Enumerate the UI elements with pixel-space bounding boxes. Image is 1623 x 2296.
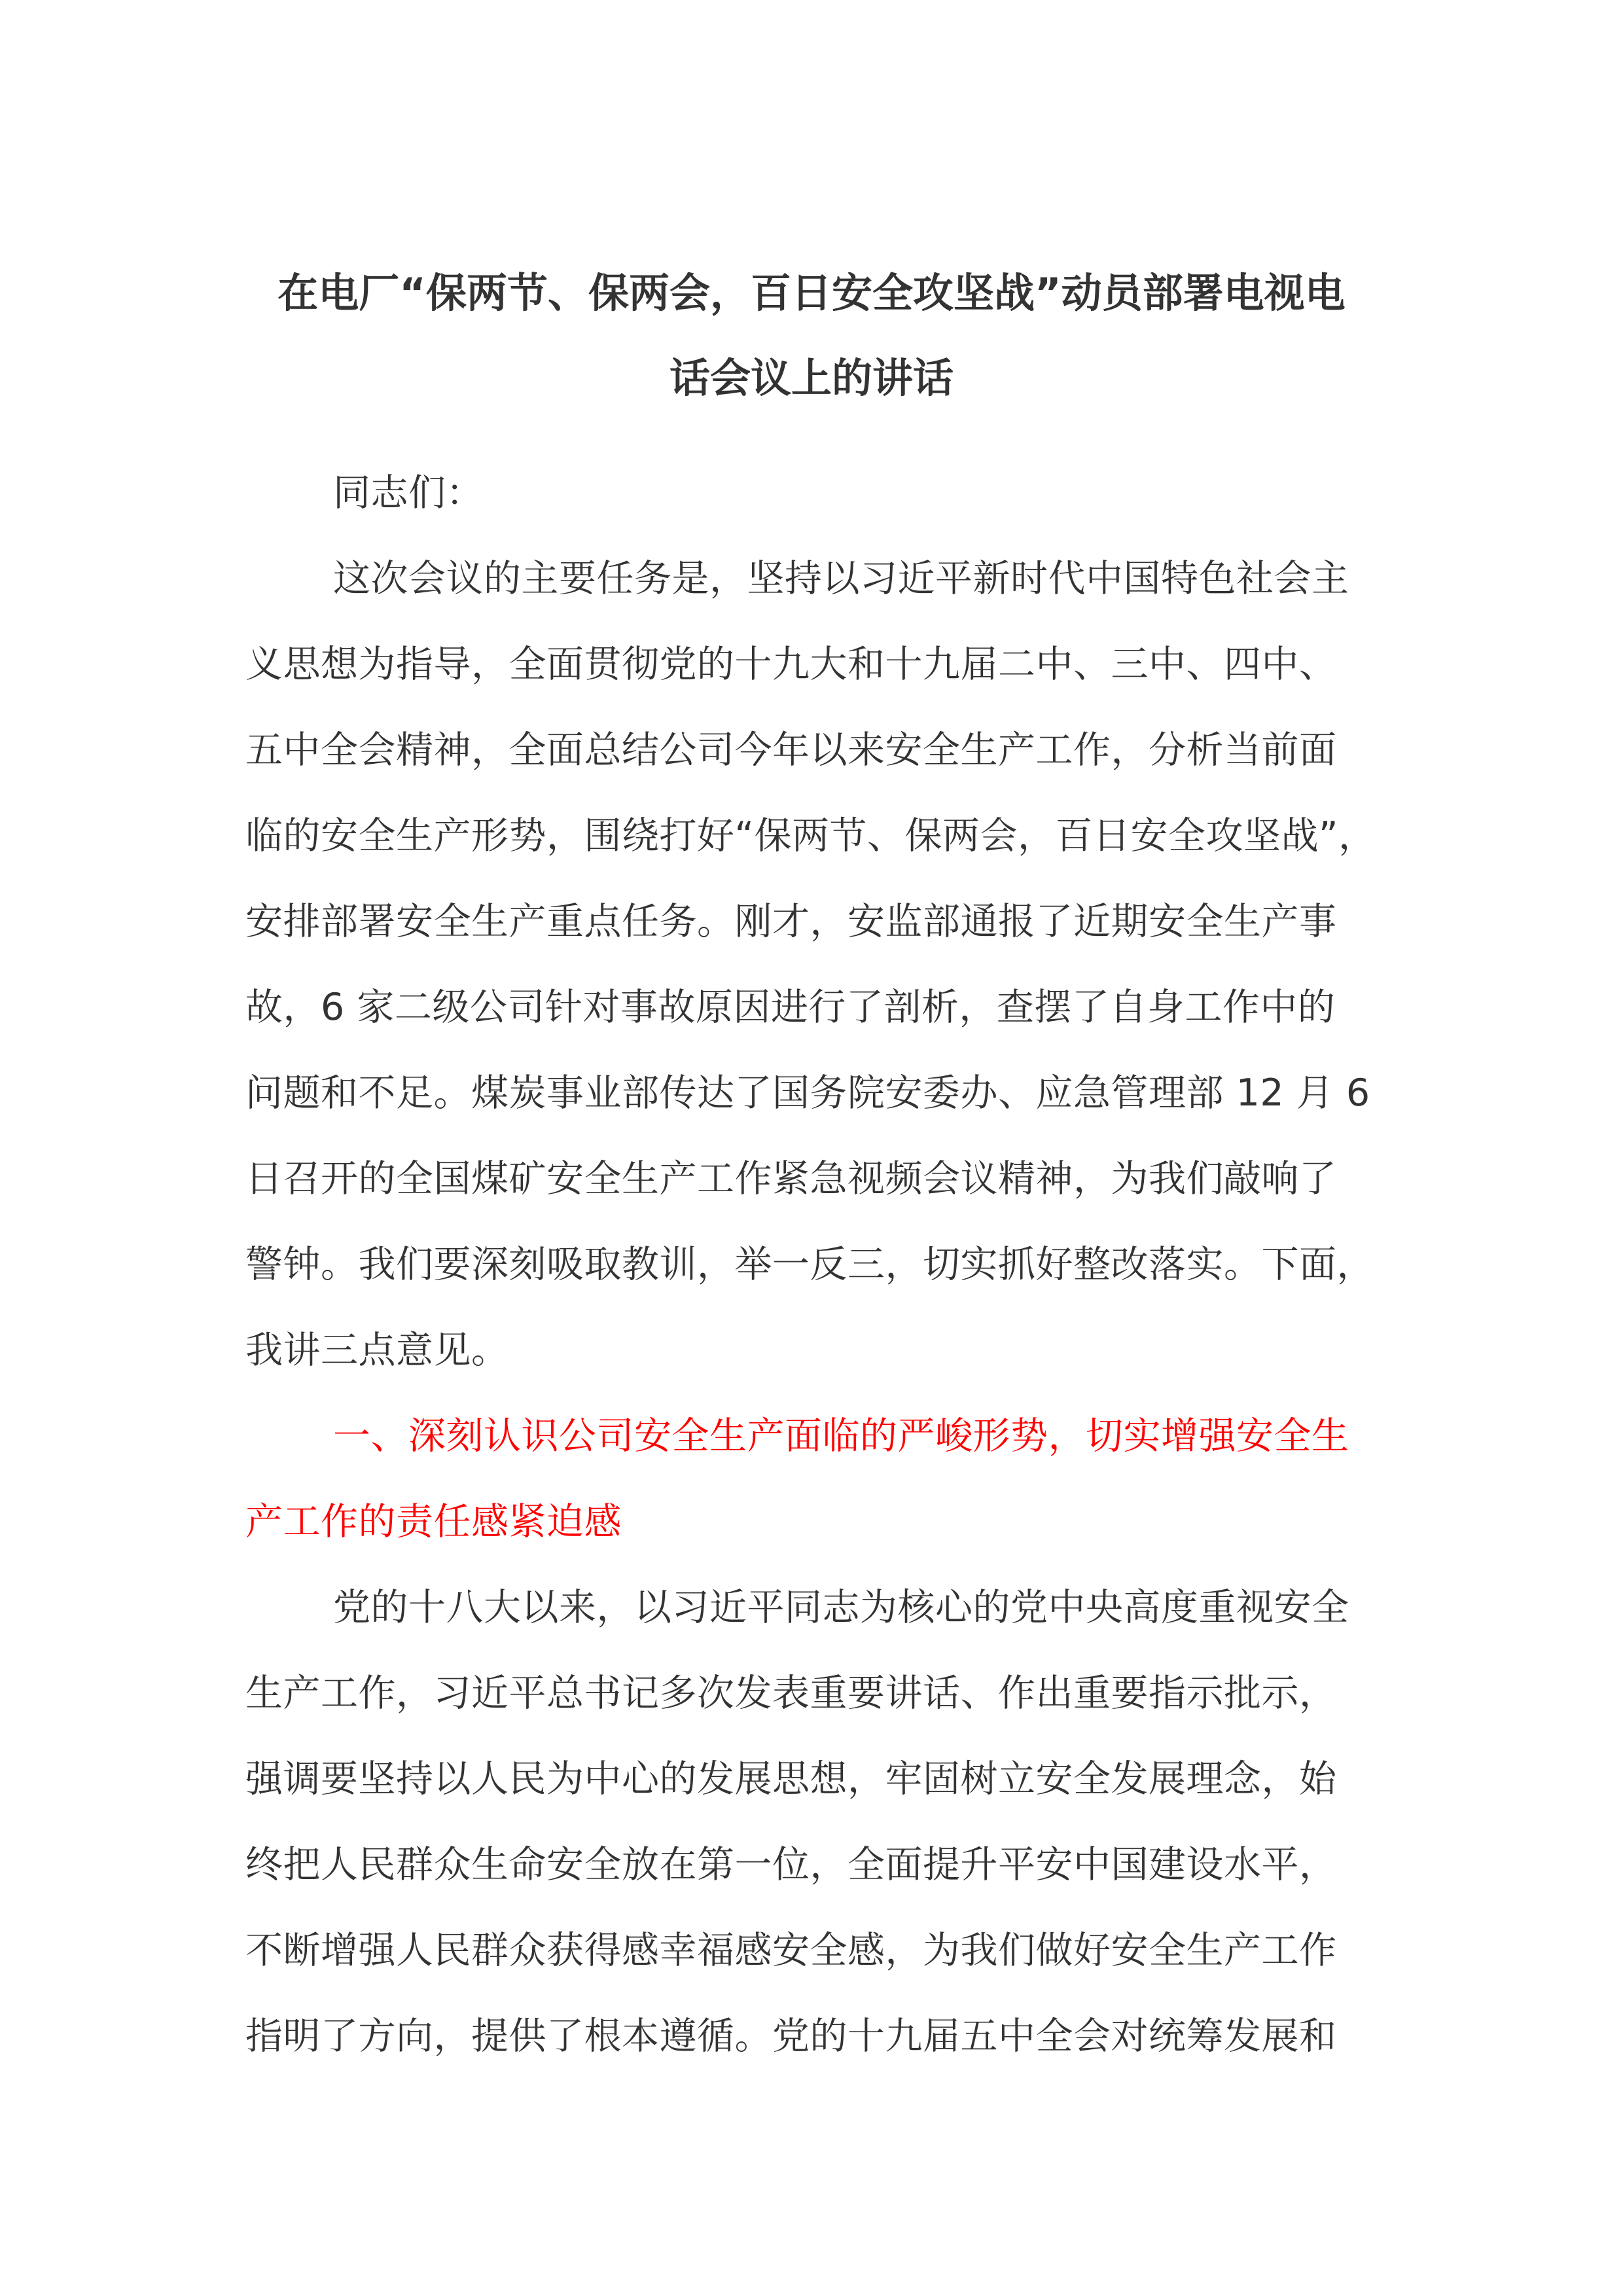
paragraph-line: 义思想为指导，全面贯彻党的十九大和十九届二中、三中、四中、 — [245, 643, 1337, 686]
paragraph-line: 强调要坚持以人民为中心的发展思想，牢固树立安全发展理念，始 — [245, 1757, 1337, 1801]
paragraph-line: 党的十八大以来，以习近平同志为核心的党中央高度重视安全 — [333, 1586, 1349, 1629]
document-title-line-1: 在电厂“保两节、保两会，百日安全攻坚战”动员部署电视电 — [277, 269, 1346, 317]
paragraph-line: 五中全会精神，全面总结公司今年以来安全生产工作，分析当前面 — [245, 728, 1337, 772]
paragraph-line: 指明了方向，提供了根本遵循。党的十九届五中全会对统筹发展和 — [245, 2015, 1337, 2058]
paragraph-line: 故，6 家二级公司针对事故原因进行了剖析，查摆了自身工作中的 — [245, 986, 1336, 1029]
paragraph-line: 这次会议的主要任务是，坚持以习近平新时代中国特色社会主 — [333, 557, 1349, 600]
paragraph-line: 问题和不足。煤炭事业部传达了国务院安委办、应急管理部 12 月 6 — [245, 1071, 1370, 1115]
paragraph-line: 安排部署安全生产重点任务。刚才，安监部通报了近期安全生产事 — [245, 900, 1337, 943]
paragraph-line: 日召开的全国煤矿安全生产工作紧急视频会议精神，为我们敲响了 — [245, 1157, 1337, 1200]
salutation: 同志们： — [333, 471, 484, 514]
paragraph-line: 临的安全生产形势，围绕打好“保两节、保两会，百日安全攻坚战”， — [245, 814, 1376, 857]
paragraph-line: 警钟。我们要深刻吸取教训，举一反三，切实抓好整改落实。下面， — [245, 1243, 1374, 1286]
paragraph-line: 不断增强人民群众获得感幸福感安全感，为我们做好安全生产工作 — [245, 1929, 1337, 1972]
section-heading-line: 一、深刻认识公司安全生产面临的严峻形势，切实增强安全生 — [333, 1414, 1349, 1458]
paragraph-line: 生产工作，习近平总书记多次发表重要讲话、作出重要指示批示， — [245, 1672, 1337, 1715]
section-heading-line: 产工作的责任感紧迫感 — [245, 1500, 622, 1543]
paragraph-line: 终把人民群众生命安全放在第一位，全面提升平安中国建设水平， — [245, 1843, 1337, 1886]
paragraph-line: 我讲三点意见。 — [245, 1329, 509, 1372]
document-title-line-2: 话会议上的讲话 — [669, 354, 954, 402]
